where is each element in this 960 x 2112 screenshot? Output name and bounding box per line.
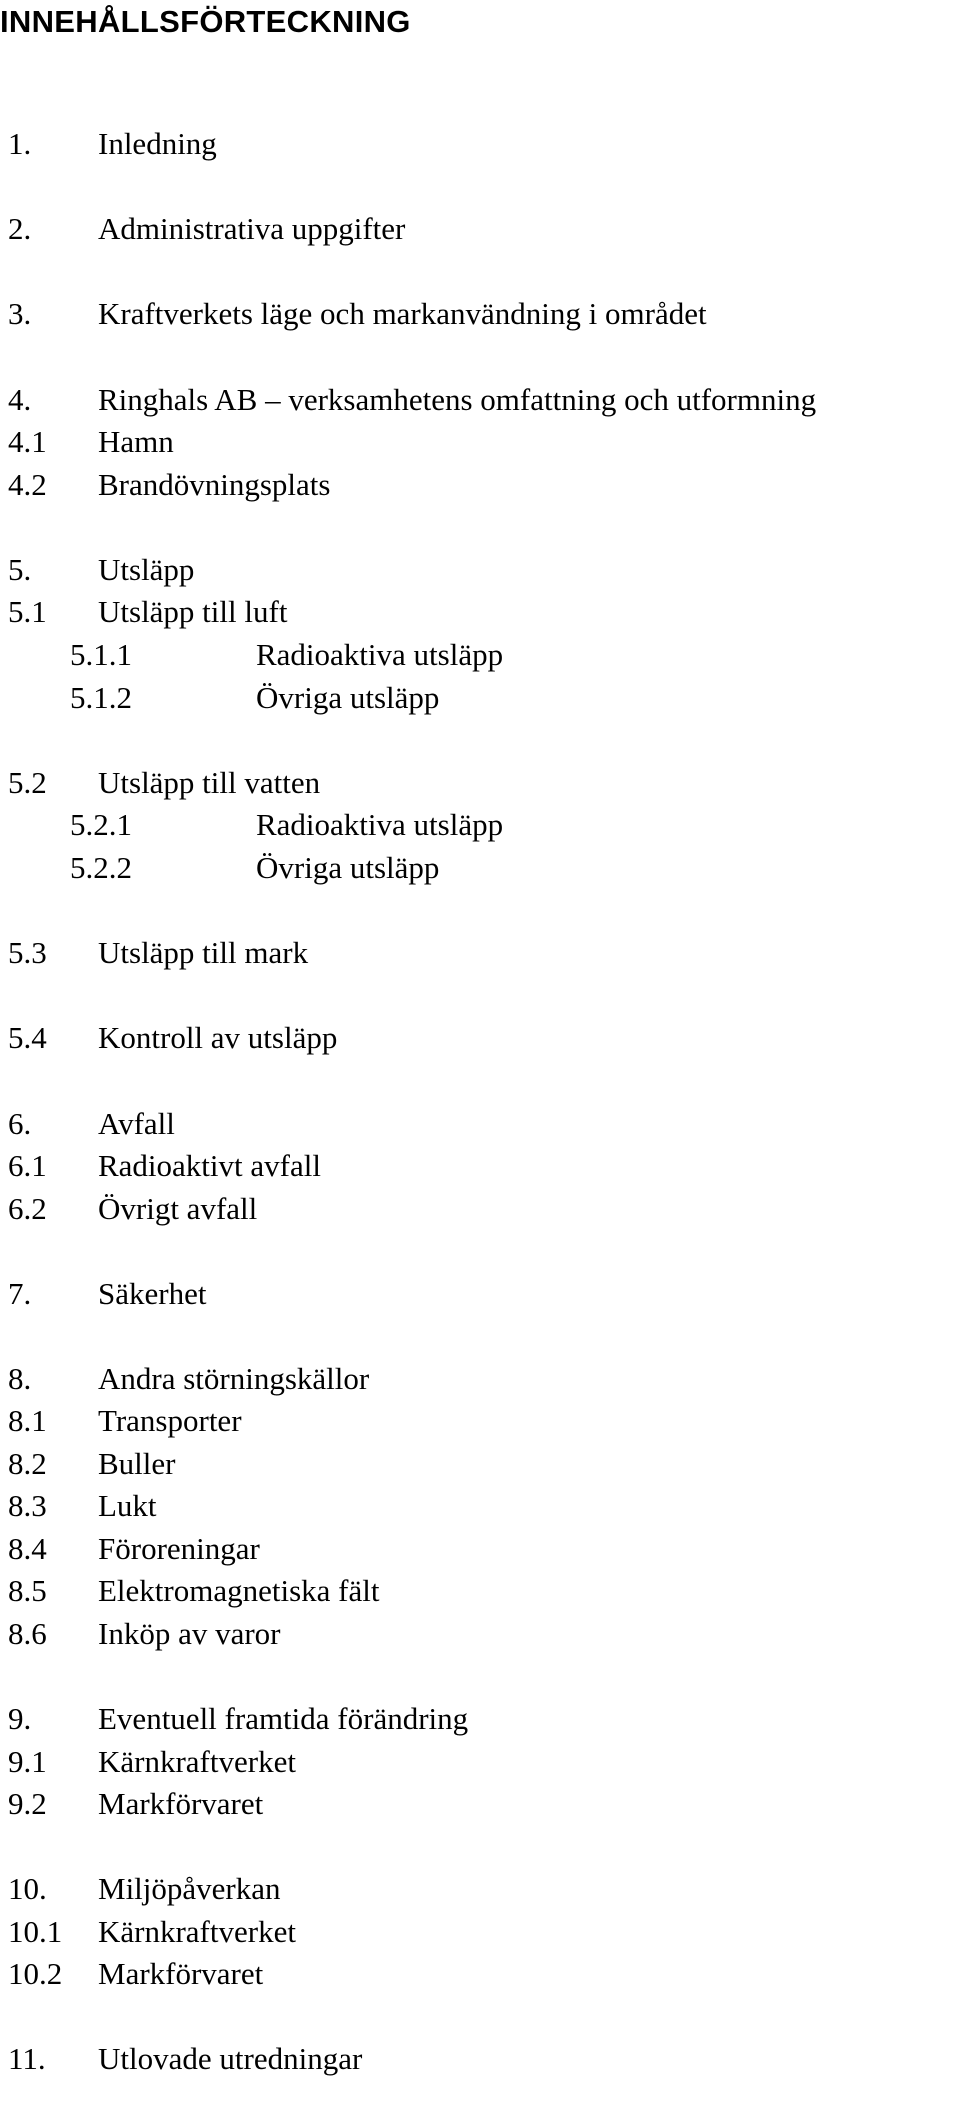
toc-entry-number: 10. bbox=[8, 1871, 47, 1906]
toc-entry-number: 5.1.1 bbox=[70, 637, 132, 672]
toc-entry-label: Markförvaret bbox=[98, 1786, 264, 1821]
toc-entry-label: Miljöpåverkan bbox=[98, 1871, 281, 1906]
toc-entry-label: Markförvaret bbox=[98, 1956, 264, 1991]
toc-entry-label: Radioaktiva utsläpp bbox=[256, 807, 504, 842]
toc-entry-number: 8.3 bbox=[8, 1488, 47, 1523]
toc-entry-number: 10.2 bbox=[8, 1956, 63, 1991]
toc-entry-number: 5.4 bbox=[8, 1020, 47, 1055]
toc-entry-label: Transporter bbox=[98, 1403, 242, 1438]
toc-entry-number: 6.2 bbox=[8, 1191, 47, 1226]
toc-entry-label: Administrativa uppgifter bbox=[98, 211, 406, 246]
toc-entry-label: Eventuell framtida förändring bbox=[98, 1701, 469, 1736]
toc-entry-number: 1. bbox=[8, 126, 32, 161]
toc-entry-label: Utsläpp till mark bbox=[98, 935, 309, 970]
toc-entry-label: Hamn bbox=[98, 424, 174, 459]
toc-entry-label: Utsläpp till luft bbox=[98, 594, 288, 629]
toc-entry-number: 9.2 bbox=[8, 1786, 47, 1821]
toc-entry-label: Brandövningsplats bbox=[98, 467, 331, 502]
toc-entry-number: 7. bbox=[8, 1276, 32, 1311]
toc-entry-label: Radioaktiva utsläpp bbox=[256, 637, 504, 672]
toc-entry-number: 8.2 bbox=[8, 1446, 47, 1481]
toc-entry-number: 5.3 bbox=[8, 935, 47, 970]
toc-entry-label: Kärnkraftverket bbox=[98, 1914, 296, 1949]
toc-entry-number: 5. bbox=[8, 552, 32, 587]
toc-entry-label: Lukt bbox=[98, 1488, 157, 1523]
toc-entry-label: Kraftverkets läge och markanvändning i området bbox=[98, 296, 707, 331]
toc-entry-number: 5.2 bbox=[8, 765, 47, 800]
toc-entry-number: 8.6 bbox=[8, 1616, 47, 1651]
toc-entry-number: 5.2.1 bbox=[70, 807, 132, 842]
toc-entry-number: 6.1 bbox=[8, 1148, 47, 1183]
toc-entry-label: Buller bbox=[98, 1446, 176, 1481]
toc-entry-number: 5.1 bbox=[8, 594, 47, 629]
toc-entry-label: Radioaktivt avfall bbox=[98, 1148, 321, 1183]
toc-entry-label: Övriga utsläpp bbox=[256, 680, 440, 715]
toc-entry-number: 10.1 bbox=[8, 1914, 63, 1949]
page-title: INNEHÅLLSFÖRTECKNING bbox=[0, 4, 411, 39]
toc-entry-label: Andra störningskällor bbox=[98, 1361, 370, 1396]
toc-entry-label: Elektromagnetiska fält bbox=[98, 1573, 380, 1608]
toc-entry-label: Övriga utsläpp bbox=[256, 850, 440, 885]
toc-entry-number: 5.2.2 bbox=[70, 850, 132, 885]
toc-entry-label: Inköp av varor bbox=[98, 1616, 281, 1651]
toc-entry-label: Föroreningar bbox=[98, 1531, 260, 1566]
toc-entry-label: Avfall bbox=[98, 1106, 175, 1141]
toc-entry-label: Utsläpp till vatten bbox=[98, 765, 321, 800]
toc-entry-number: 3. bbox=[8, 296, 32, 331]
toc-entry-number: 9. bbox=[8, 1701, 32, 1736]
toc-entry-number: 11. bbox=[8, 2041, 46, 2076]
toc-entry-number: 5.1.2 bbox=[70, 680, 132, 715]
toc-entry-label: Utlovade utredningar bbox=[98, 2041, 363, 2076]
toc-entry-label: Inledning bbox=[98, 126, 217, 161]
toc-entry-number: 4.1 bbox=[8, 424, 47, 459]
toc-entry-number: 6. bbox=[8, 1106, 32, 1141]
toc-entry-number: 8.1 bbox=[8, 1403, 47, 1438]
toc-entry-number: 8.4 bbox=[8, 1531, 47, 1566]
toc-entry-number: 8. bbox=[8, 1361, 32, 1396]
toc-entry-label: Utsläpp bbox=[98, 552, 195, 587]
toc-entry-number: 2. bbox=[8, 211, 32, 246]
toc-entry-number: 8.5 bbox=[8, 1573, 47, 1608]
toc-entry-label: Övrigt avfall bbox=[98, 1191, 258, 1226]
toc-entry-number: 9.1 bbox=[8, 1744, 47, 1779]
toc-entry-number: 4.2 bbox=[8, 467, 47, 502]
toc-entry-number: 4. bbox=[8, 382, 32, 417]
toc-entry-label: Säkerhet bbox=[98, 1276, 207, 1311]
toc-entry-label: Ringhals AB – verksamhetens omfattning och utformning bbox=[98, 382, 817, 417]
toc-entry-label: Kontroll av utsläpp bbox=[98, 1020, 338, 1055]
toc-entry-label: Kärnkraftverket bbox=[98, 1744, 296, 1779]
